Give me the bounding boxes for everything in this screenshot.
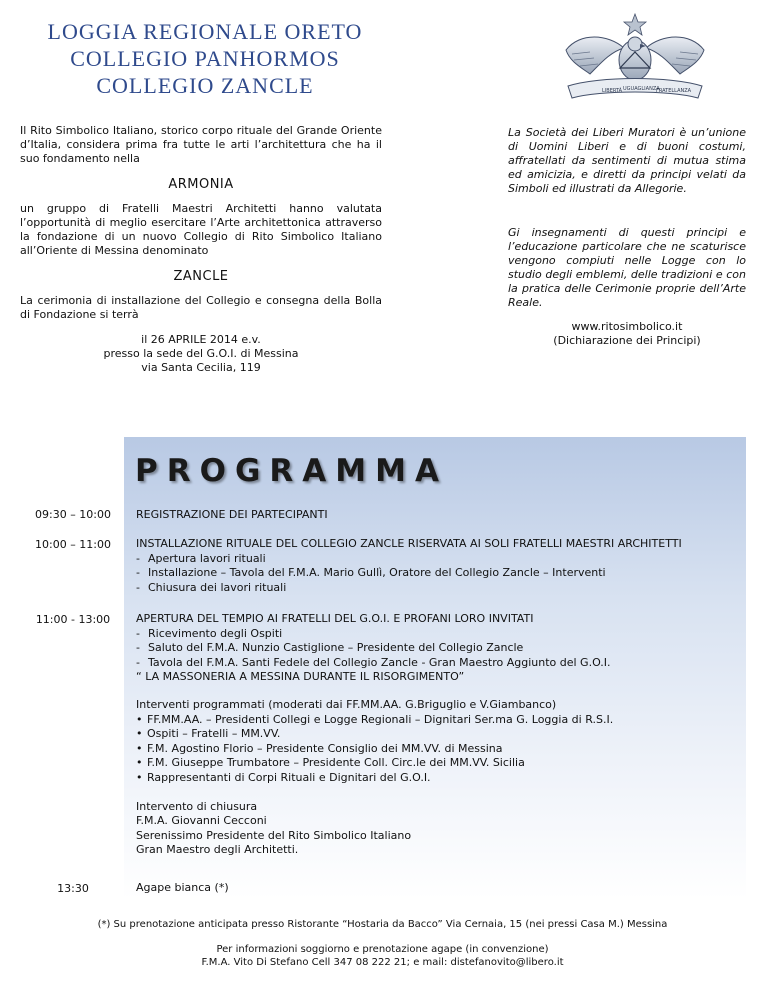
emblem-text: LIBERTÀ xyxy=(602,88,623,94)
chiusura-title: Intervento di chiusura xyxy=(136,799,258,813)
slot-time: 13:30 xyxy=(57,882,89,895)
principles-paragraph: Gi insegnamenti di questi principi e l’educazione particolare che ne scaturisce vengono compiuti nelle Logge con lo studio degli emblemi, delle tradizioni e con la pratica delle Cerimonie proprie dell’Arte Reale. xyxy=(508,226,746,309)
interventi-title: Interventi programmati (moderati dai FF.MM.AA. G.Briguglio e V.Giambanco) xyxy=(136,697,557,711)
list-item: - Ricevimento degli Ospiti xyxy=(136,627,746,642)
principles-column xyxy=(508,126,746,348)
slot-title: INSTALLAZIONE RITUALE DEL COLLEGIO ZANCLE RISERVATA AI SOLI FRATELLI MAESTRI ARCHITETTI xyxy=(136,537,682,550)
contact-details: F.M.A. Vito Di Stefano Cell 347 08 222 21; e mail: distefanovito@libero.it xyxy=(201,957,564,968)
intro-column xyxy=(20,124,382,375)
slot-time: 11:00 - 13:00 xyxy=(35,613,111,626)
emblem-text: UGUAGLIANZA xyxy=(623,86,660,92)
ceremony-text: La cerimonia di installazione del Collegio e consegna della Bolla di Fondazione si terrà xyxy=(20,294,382,321)
declaration-source: (Dichiarazione dei Principi) xyxy=(553,334,701,347)
title-line: COLLEGIO PANHORMOS xyxy=(70,46,340,71)
list-item: • FF.MM.AA. – Presidenti Collegi e Logge Regionali – Dignitari Ser.ma G. Loggia di R.S.I. xyxy=(136,713,746,728)
list-item: - Saluto del F.M.A. Nunzio Castiglione – Presidente del Collegio Zancle xyxy=(136,641,746,656)
list-item: - Chiusura dei lavori rituali xyxy=(136,581,746,596)
list-item: • Ospiti – Fratelli – MM.VV. xyxy=(136,727,746,742)
website-link[interactable]: www.ritosimbolico.it xyxy=(571,320,683,333)
slot-title: Agape bianca (*) xyxy=(136,881,229,894)
emblem-text: FRATELLANZA xyxy=(656,88,692,94)
list-item: • Rappresentanti di Corpi Rituali e Dignitari del G.O.I. xyxy=(136,771,746,786)
zancle-heading: ZANCLE xyxy=(173,269,229,284)
slot-time: 09:30 – 10:00 xyxy=(35,508,111,521)
list-item: • F.M. Agostino Florio – Presidente Consiglio dei MM.VV. di Messina xyxy=(136,742,746,757)
slot-block xyxy=(136,537,746,595)
list-item: - Installazione – Tavola del F.M.A. Mario Gullì, Oratore del Collegio Zancle – Interventi xyxy=(136,566,746,581)
list-item: - Apertura lavori rituali xyxy=(136,552,746,567)
principles-paragraph: La Società dei Liberi Muratori è un’unione di Uomini Liberi e di buoni costumi, affratellati da sentimenti di mutua stima ed amicizia, e diretti da principi velati da Simboli ed illustrati da Allegorie. xyxy=(508,126,746,195)
slot-title: REGISTRAZIONE DEI PARTECIPANTI xyxy=(136,508,328,521)
programma-title: PROGRAMMA xyxy=(135,453,448,489)
talk-title: “ LA MASSONERIA A MESSINA DURANTE IL RISORGIMENTO” xyxy=(136,670,465,684)
header-title xyxy=(20,18,390,99)
armonia-heading: ARMONIA xyxy=(168,177,234,192)
title-line: COLLEGIO ZANCLE xyxy=(96,73,314,98)
eagle-emblem-icon xyxy=(560,12,710,112)
list-item: • F.M. Giuseppe Trumbatore – Presidente Coll. Circ.le dei MM.VV. Sicilia xyxy=(136,756,746,771)
intro-text: Il Rito Simbolico Italiano, storico corpo rituale del Grande Oriente d’Italia, considera prima fra tutte le arti l’architettura che ha il suo fondamento nella xyxy=(20,124,382,165)
contact-info: Per informazioni soggiorno e prenotazione agape (in convenzione) xyxy=(216,944,549,955)
footnote: (*) Su prenotazione anticipata presso Ristorante “Hostaria da Bacco” Via Cernaia, 15 (nei pressi Casa M.) Messina xyxy=(97,919,668,930)
event-place: presso la sede del G.O.I. di Messina xyxy=(103,347,299,360)
chiusura-line: F.M.A. Giovanni Cecconi xyxy=(136,814,267,828)
slot-title: APERTURA DEL TEMPIO AI FRATELLI DEL G.O.I. E PROFANI LORO INVITATI xyxy=(136,612,534,625)
slot-time: 10:00 – 11:00 xyxy=(35,538,111,551)
list-item: - Tavola del F.M.A. Santi Fedele del Collegio Zancle - Gran Maestro Aggiunto del G.O.I. xyxy=(136,656,746,671)
event-address: via Santa Cecilia, 119 xyxy=(141,361,261,374)
title-line: LOGGIA REGIONALE ORETO xyxy=(47,19,363,44)
slot-block xyxy=(136,612,746,858)
chiusura-line: Gran Maestro degli Architetti. xyxy=(136,843,299,857)
event-date: il 26 APRILE 2014 e.v. xyxy=(141,333,261,346)
chiusura-line: Serenissimo Presidente del Rito Simbolico Italiano xyxy=(136,828,412,842)
group-text: un gruppo di Fratelli Maestri Architetti hanno valutata l’opportunità di meglio esercitare l’Arte architettonica attraverso la fondazione di un nuovo Collegio di Rito Simbolico Italiano all’Oriente di Messina denominato xyxy=(20,202,382,257)
